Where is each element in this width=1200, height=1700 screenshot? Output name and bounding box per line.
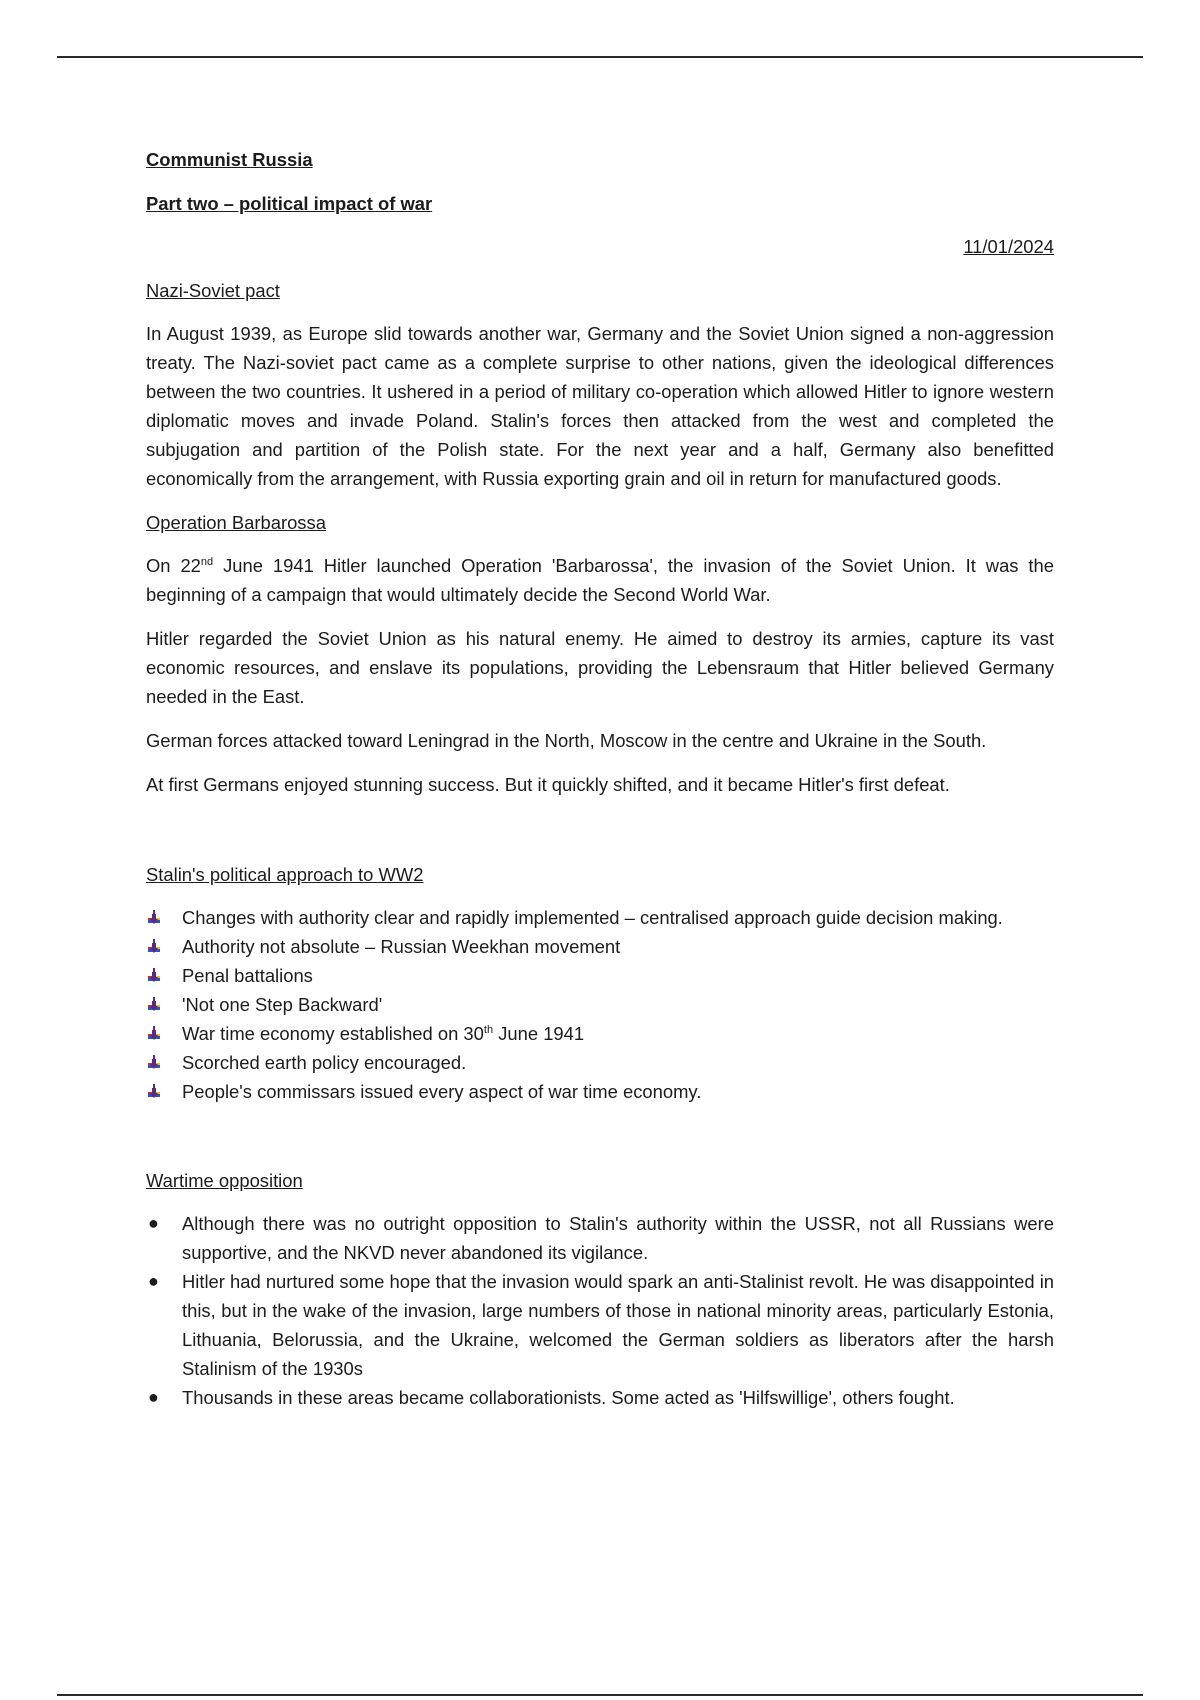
list-item bbox=[146, 990, 1054, 1019]
barbarossa-paragraph-1 bbox=[146, 551, 1054, 609]
list-item bbox=[146, 1209, 1054, 1267]
header-rule bbox=[57, 56, 1143, 58]
barbarossa-paragraph-1-end: June 1941 Hitler launched Operation 'Barbarossa', the invasion of the Soviet Union. It was the beginning of a campaign that would ultimately decide the Second World War. bbox=[146, 555, 1054, 605]
barbarossa-paragraph-4: At first Germans enjoyed stunning success. But it quickly shifted, and it became Hitler's first defeat. bbox=[146, 774, 950, 795]
barbarossa-paragraph-2: Hitler regarded the Soviet Union as his natural enemy. He aimed to destroy its armies, capture its vast economic resources, and enslave its populations, providing the Lebensraum that Hitler believed Germany needed in the East. bbox=[146, 628, 1054, 707]
arrow-bullet-icon bbox=[146, 932, 162, 955]
list-item bbox=[146, 961, 1054, 990]
spacer bbox=[146, 814, 1054, 860]
list-item-text: People's commissars issued every aspect of war time economy. bbox=[182, 1081, 702, 1102]
list-item-text: Scorched earth policy encouraged. bbox=[182, 1052, 467, 1073]
arrow-bullet-icon bbox=[146, 903, 162, 926]
arrow-bullet-icon bbox=[146, 1019, 162, 1042]
spacer bbox=[146, 1120, 1054, 1166]
list-item bbox=[146, 903, 1054, 932]
section-heading-pact: Nazi-Soviet pact bbox=[146, 280, 280, 301]
list-item bbox=[146, 1383, 1054, 1412]
document-date-text: 11/01/2024 bbox=[963, 236, 1054, 257]
list-item-text: War time economy established on 30 bbox=[182, 1023, 484, 1044]
list-item bbox=[146, 1077, 1054, 1106]
list-item bbox=[146, 1019, 1054, 1048]
list-item bbox=[146, 1267, 1054, 1383]
document-title: Communist Russia bbox=[146, 149, 313, 170]
arrow-bullet-icon bbox=[146, 990, 162, 1013]
footer-rule bbox=[57, 1694, 1143, 1696]
list-item-text: 'Not one Step Backward' bbox=[182, 994, 383, 1015]
list-item-text: Authority not absolute – Russian Weekhan movement bbox=[182, 936, 621, 957]
list-item-text: Although there was no outright opposition to Stalin's authority within the USSR, not all Russians were supportive, and the NKVD never abandoned its vigilance. bbox=[182, 1213, 1054, 1263]
list-item-text-end: June 1941 bbox=[493, 1023, 585, 1044]
round-bullet-icon: ● bbox=[148, 1213, 159, 1233]
list-item-text: Thousands in these areas became collaborationists. Some acted as 'Hilfswillige', others fought. bbox=[182, 1387, 955, 1408]
ordinal-suffix: th bbox=[483, 1023, 494, 1036]
list-item bbox=[146, 932, 1054, 961]
pact-paragraph: In August 1939, as Europe slid towards another war, Germany and the Soviet Union signed a non-aggression treaty. The Nazi-soviet pact came as a complete surprise to other nations, given the ideological differences between the two countries. It ushered in a period of military co-operation which allowed Hitler to ignore western diplomatic moves and invade Poland. Stalin's forces then attacked from the west and completed the subjugation and partition of the Polish state. For the next year and a half, Germany also benefitted economically from the arrangement, with Russia exporting grain and oil in return for manufactured goods. bbox=[146, 323, 1054, 489]
section-heading-approach: Stalin's political approach to WW2 bbox=[146, 864, 424, 885]
round-bullet-icon: ● bbox=[148, 1387, 159, 1407]
approach-list bbox=[146, 903, 1054, 1106]
list-item-text: Penal battalions bbox=[182, 965, 313, 986]
round-bullet-icon: ● bbox=[148, 1271, 159, 1291]
barbarossa-paragraph-1-start: On 22 bbox=[146, 555, 201, 576]
opposition-list bbox=[146, 1209, 1054, 1412]
list-item bbox=[146, 1048, 1054, 1077]
arrow-bullet-icon bbox=[146, 1048, 162, 1071]
barbarossa-paragraph-3: German forces attacked toward Leningrad in the North, Moscow in the centre and Ukraine in the South. bbox=[146, 730, 987, 751]
section-heading-opposition: Wartime opposition bbox=[146, 1170, 303, 1191]
list-item-text: Hitler had nurtured some hope that the invasion would spark an anti-Stalinist revolt. He was disappointed in this, but in the wake of the invasion, large numbers of those in national minority areas, particularly Estonia, Lithuania, Belorussia, and the Ukraine, welcomed the German soldiers as liberators after the harsh Stalinism of the 1930s bbox=[182, 1271, 1055, 1379]
ordinal-suffix: nd bbox=[200, 555, 214, 568]
document-subtitle: Part two – political impact of war bbox=[146, 193, 433, 214]
arrow-bullet-icon bbox=[146, 961, 162, 984]
section-heading-barbarossa: Operation Barbarossa bbox=[146, 512, 326, 533]
document-date bbox=[146, 232, 1054, 261]
list-item-text: Changes with authority clear and rapidly implemented – centralised approach guide decision making. bbox=[182, 907, 1003, 928]
document-body bbox=[146, 145, 1054, 1426]
arrow-bullet-icon bbox=[146, 1077, 162, 1100]
